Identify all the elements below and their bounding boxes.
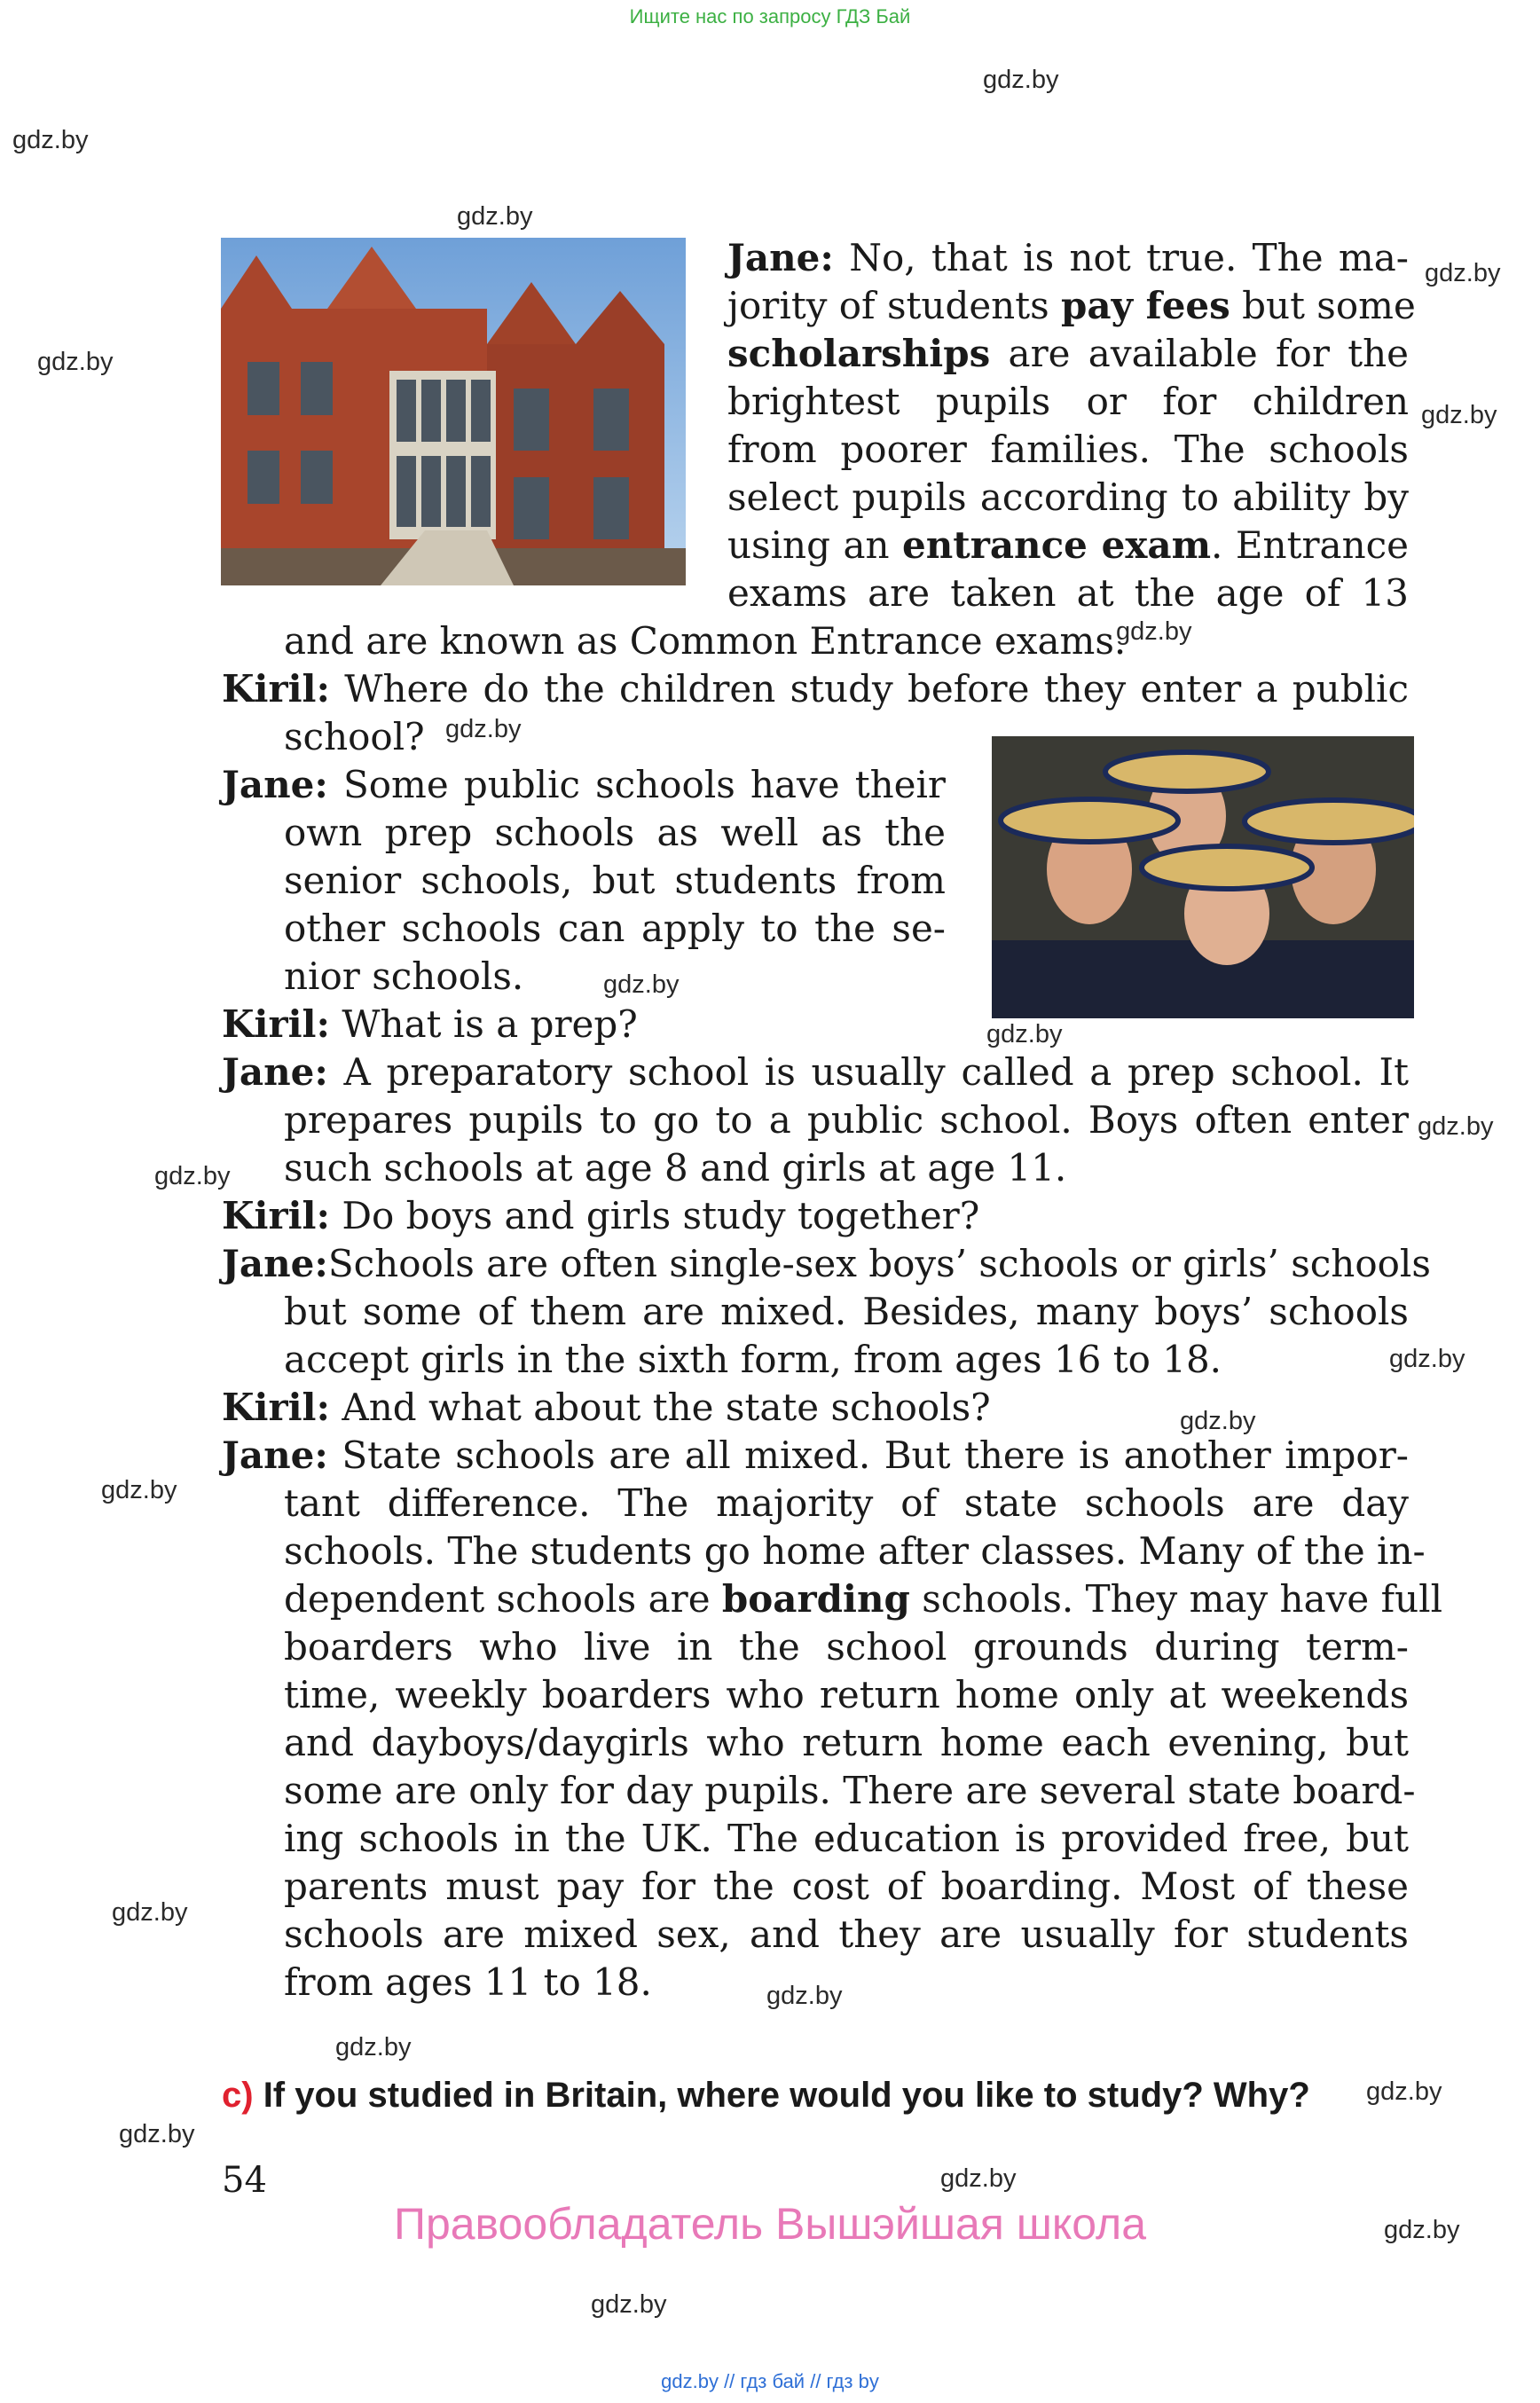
- watermark: gdz.by: [1421, 401, 1497, 429]
- dialogue-line: time, weekly boarders who return home only at weekends: [284, 1673, 1409, 1716]
- watermark: gdz.by: [37, 348, 114, 376]
- watermark: gdz.by: [457, 202, 533, 231]
- dialogue-line: from poorer families. The schools: [727, 428, 1409, 471]
- watermark: gdz.by: [766, 1982, 843, 2010]
- dialogue-line: from ages 11 to 18.: [284, 1960, 652, 2004]
- speaker-jane: Jane:: [727, 236, 834, 279]
- watermark: gdz.by: [335, 2033, 412, 2061]
- dialogue-line: Kiril: What is a prep?: [222, 1002, 638, 1046]
- rights-holder: Правообладатель Вышэйшая школа: [394, 2199, 1146, 2249]
- dialogue-line: Kiril: Where do the children study before they enter a public: [222, 667, 1409, 711]
- dialogue-line: jority of students pay fees but some: [727, 284, 1416, 327]
- watermark: gdz.by: [112, 1898, 188, 1927]
- task-question: [222, 2076, 1310, 2116]
- watermark: gdz.by: [603, 970, 680, 999]
- dialogue-line: accept girls in the sixth form, from ages 16 to 18.: [284, 1338, 1222, 1381]
- dialogue-line: such schools at age 8 and girls at age 11.: [284, 1146, 1067, 1190]
- footer-note: gdz.by // гдз бай // гдз by: [661, 2370, 879, 2392]
- dialogue-line: Jane: State schools are all mixed. But there is another impor-: [222, 1433, 1409, 1477]
- school-building-photo: [221, 238, 686, 585]
- watermark: gdz.by: [1180, 1407, 1256, 1435]
- dialogue-line: other schools can apply to the se-: [284, 907, 946, 950]
- dialogue-line: but some of them are mixed. Besides, many boys’ schools: [284, 1290, 1409, 1333]
- dialogue-line: prepares pupils to go to a public school. Boys often enter: [284, 1098, 1409, 1142]
- dialogue-line: dependent schools are boarding schools. They may have full: [284, 1577, 1443, 1621]
- watermark: gdz.by: [101, 1476, 177, 1504]
- page-number: 54: [222, 2160, 267, 2201]
- watermark: gdz.by: [445, 715, 522, 743]
- dialogue-line: nior schools.: [284, 954, 524, 998]
- watermark: gdz.by: [591, 2290, 667, 2319]
- dialogue-line: ing schools in the UK. The education is provided free, but: [284, 1817, 1409, 1860]
- watermark: gdz.by: [983, 66, 1059, 94]
- watermark: gdz.by: [1384, 2216, 1460, 2244]
- dialogue-line: and dayboys/daygirls who return home each evening, but: [284, 1721, 1409, 1764]
- watermark: gdz.by: [1116, 617, 1192, 646]
- watermark: gdz.by: [1389, 1345, 1465, 1373]
- dialogue-line: Jane: Some public schools have their: [222, 763, 946, 806]
- dialogue-line: tant difference. The majority of state schools are day: [284, 1481, 1409, 1525]
- dialogue-line: select pupils according to ability by: [727, 475, 1409, 519]
- watermark: gdz.by: [940, 2164, 1017, 2193]
- dialogue-line: senior schools, but students from: [284, 859, 946, 902]
- watermark: gdz.by: [1425, 259, 1501, 287]
- dialogue-line: school?: [284, 715, 425, 758]
- watermark: gdz.by: [154, 1162, 231, 1190]
- dialogue-line: boarders who live in the school grounds during term-: [284, 1625, 1409, 1669]
- dialogue-line: using an entrance exam. Entrance: [727, 523, 1409, 567]
- dialogue-line: scholarships are available for the: [727, 332, 1409, 375]
- watermark: gdz.by: [12, 126, 89, 154]
- dialogue-line: some are only for day pupils. There are several state board-: [284, 1769, 1416, 1812]
- dialogue-line: Jane:Schools are often single-sex boys’ schools or girls’ schools: [222, 1242, 1431, 1285]
- task-label: c): [222, 2076, 254, 2115]
- task-text: If you studied in Britain, where would you like to study? Why?: [253, 2076, 1310, 2115]
- dialogue-line: schools. The students go home after classes. Many of the in-: [284, 1529, 1426, 1573]
- boys-boater-hats-photo: [992, 736, 1414, 1018]
- dialogue-line: Kiril: And what about the state schools?: [222, 1386, 991, 1429]
- watermark: gdz.by: [986, 1020, 1063, 1048]
- dialogue-line: Jane: No, that is not true. The ma-: [727, 236, 1409, 279]
- dialogue-line: schools are mixed sex, and they are usually for students: [284, 1912, 1409, 1956]
- dialogue-line: own prep schools as well as the: [284, 811, 946, 854]
- watermark: gdz.by: [119, 2120, 195, 2148]
- dialogue-line: exams are taken at the age of 13: [727, 571, 1409, 615]
- dialogue-line: Jane: A preparatory school is usually called a prep school. It: [222, 1050, 1409, 1094]
- dialogue-line: brightest pupils or for children: [727, 380, 1409, 423]
- dialogue-line: parents must pay for the cost of boarding. Most of these: [284, 1865, 1409, 1908]
- watermark: gdz.by: [1366, 2077, 1442, 2106]
- header-note: Ищите нас по запросу ГДЗ Бай: [629, 5, 911, 27]
- dialogue-line: and are known as Common Entrance exams.: [284, 619, 1127, 663]
- watermark: gdz.by: [1418, 1112, 1494, 1141]
- dialogue-line: Kiril: Do boys and girls study together?: [222, 1194, 980, 1237]
